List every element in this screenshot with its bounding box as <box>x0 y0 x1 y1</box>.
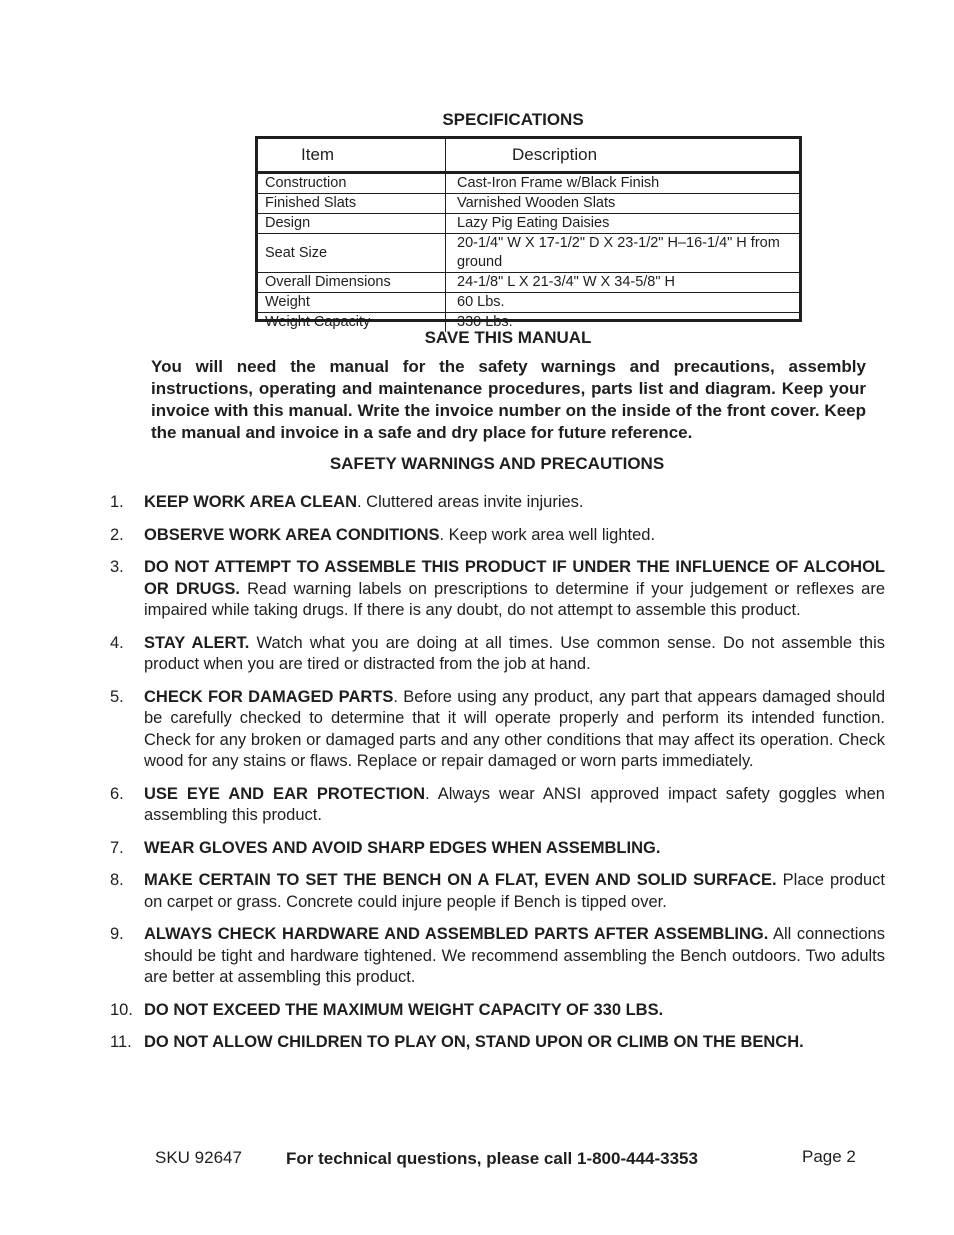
spec-description: Varnished Wooden Slats <box>446 194 800 214</box>
spec-item: Seat Size <box>258 234 446 273</box>
spec-item: Design <box>258 214 446 234</box>
specifications-table <box>255 136 802 330</box>
footer-sku: SKU 92647 <box>155 1148 242 1167</box>
spec-header-row <box>258 139 799 173</box>
warning-item <box>110 687 885 773</box>
spec-item: Construction <box>258 173 446 194</box>
warning-heading: STAY ALERT. <box>144 633 250 652</box>
warning-heading: ALWAYS CHECK HARDWARE AND ASSEMBLED PARTS AFTER ASSEMBLING. <box>144 925 769 943</box>
warning-item <box>110 838 885 860</box>
warning-number: 9. <box>110 925 124 943</box>
spec-description: 20-1/4" W X 17-1/2" D X 23-1/2" H–16-1/4" H from ground <box>446 234 800 273</box>
footer-page-number: Page 2 <box>802 1147 856 1166</box>
warning-heading: MAKE CERTAIN TO SET THE BENCH ON A FLAT, EVEN AND SOLID SURFACE. <box>144 871 777 889</box>
warning-body: Watch what you are doing at all times. Use common sense. Do not assemble this product when you are tired or distracted from the job at hand. <box>144 633 885 673</box>
spec-row <box>258 214 799 234</box>
warning-item <box>110 1000 885 1022</box>
warning-heading: OBSERVE WORK AREA CONDITIONS <box>144 525 440 544</box>
spec-header-description: Description <box>446 139 800 173</box>
warning-heading: WEAR GLOVES AND AVOID SHARP EDGES WHEN ASSEMBLING. <box>144 838 661 857</box>
warning-item <box>110 633 885 676</box>
warning-number: 7. <box>110 838 124 857</box>
spec-row <box>258 234 799 273</box>
warning-number: 11. <box>110 1033 132 1051</box>
footer-phone: For technical questions, please call 1-800-444-3353 <box>286 1149 698 1168</box>
warning-number: 5. <box>110 687 124 706</box>
warning-number: 10. <box>110 1000 133 1019</box>
save-manual-text: You will need the manual for the safety warnings and precautions, assembly instructions, operating and maintenance procedures, parts list and diagram. Keep your invoice with this manual. Write the invoice number on the inside of the front cover. Keep the manual and invoice in a safe and dry place for future reference. <box>151 357 866 442</box>
spec-row <box>258 293 799 313</box>
warning-heading: USE EYE AND EAR PROTECTION <box>144 784 426 803</box>
warning-number: 3. <box>110 558 124 576</box>
warning-number: 1. <box>110 493 124 511</box>
warning-item <box>110 924 885 989</box>
warning-body: All connections should be tight and hardware tightened. We recommend assembling the Bench outdoors. Two adults are better at assembling this product. <box>144 925 885 986</box>
spec-description: Cast-Iron Frame w/Black Finish <box>457 175 660 191</box>
warning-item <box>110 492 885 514</box>
warning-number: 2. <box>110 525 124 544</box>
spec-item: Weight Capacity <box>258 313 446 333</box>
spec-description: 60 Lbs. <box>446 293 800 313</box>
warning-body: Place product on carpet or grass. Concrete could injure people if Bench is tipped over. <box>144 871 886 911</box>
spec-row <box>258 173 799 194</box>
warning-item <box>110 525 885 547</box>
warning-number: 8. <box>110 871 124 889</box>
warning-body: . Before using any product, any part that appears damaged should be carefully checked to determine that it will operate properly and perform its intended function. Check for any broken or damaged parts and any other conditions that may affect its operation. Check wood for any stains or flaws. Replace or repair damaged or worn parts immediately. <box>144 687 885 770</box>
specifications-title: SPECIFICATIONS <box>442 110 584 129</box>
warning-heading: KEEP WORK AREA CLEAN <box>144 493 357 511</box>
warning-heading: DO NOT ATTEMPT TO ASSEMBLE THIS PRODUCT IF UNDER THE INFLUENCE OF ALCOHOL OR DRUGS. <box>144 558 885 598</box>
warning-number: 6. <box>110 784 124 803</box>
warning-item <box>110 870 885 913</box>
safety-warnings-list <box>110 492 885 1065</box>
spec-row <box>258 273 799 293</box>
warning-heading: DO NOT ALLOW CHILDREN TO PLAY ON, STAND UPON OR CLIMB ON THE BENCH. <box>144 1033 804 1051</box>
warning-number: 4. <box>110 633 124 652</box>
warning-body: Read warning labels on prescriptions to determine if your judgement or reflexes are impaired while taking drugs. If there is any doubt, do not attempt to assemble this product. <box>144 579 885 619</box>
spec-item: Weight <box>258 293 446 313</box>
spec-description: 24-1/8" L X 21-3/4" W X 34-5/8" H <box>446 273 800 293</box>
save-manual-title: SAVE THIS MANUAL <box>424 328 592 347</box>
warning-body: . Keep work area well lighted. <box>439 525 656 544</box>
warning-item <box>110 557 885 622</box>
spec-description: 330 Lbs. <box>446 313 800 333</box>
warning-body: . Cluttered areas invite injuries. <box>357 493 584 511</box>
spec-header-item: Item <box>258 139 446 173</box>
spec-table <box>258 139 799 332</box>
safety-warnings-title: SAFETY WARNINGS AND PRECAUTIONS <box>329 454 665 473</box>
warning-item <box>110 784 885 827</box>
spec-item: Finished Slats <box>258 194 446 214</box>
warning-body: . Always wear ANSI approved impact safety goggles when assembling this product. <box>144 784 885 824</box>
spec-description: Lazy Pig Eating Daisies <box>446 214 800 234</box>
warning-item <box>110 1032 885 1054</box>
spec-item: Overall Dimensions <box>258 273 446 293</box>
spec-row <box>258 194 799 214</box>
warning-heading: CHECK FOR DAMAGED PARTS <box>144 687 394 706</box>
warning-heading: DO NOT EXCEED THE MAXIMUM WEIGHT CAPACITY OF 330 LBS. <box>144 1000 664 1019</box>
